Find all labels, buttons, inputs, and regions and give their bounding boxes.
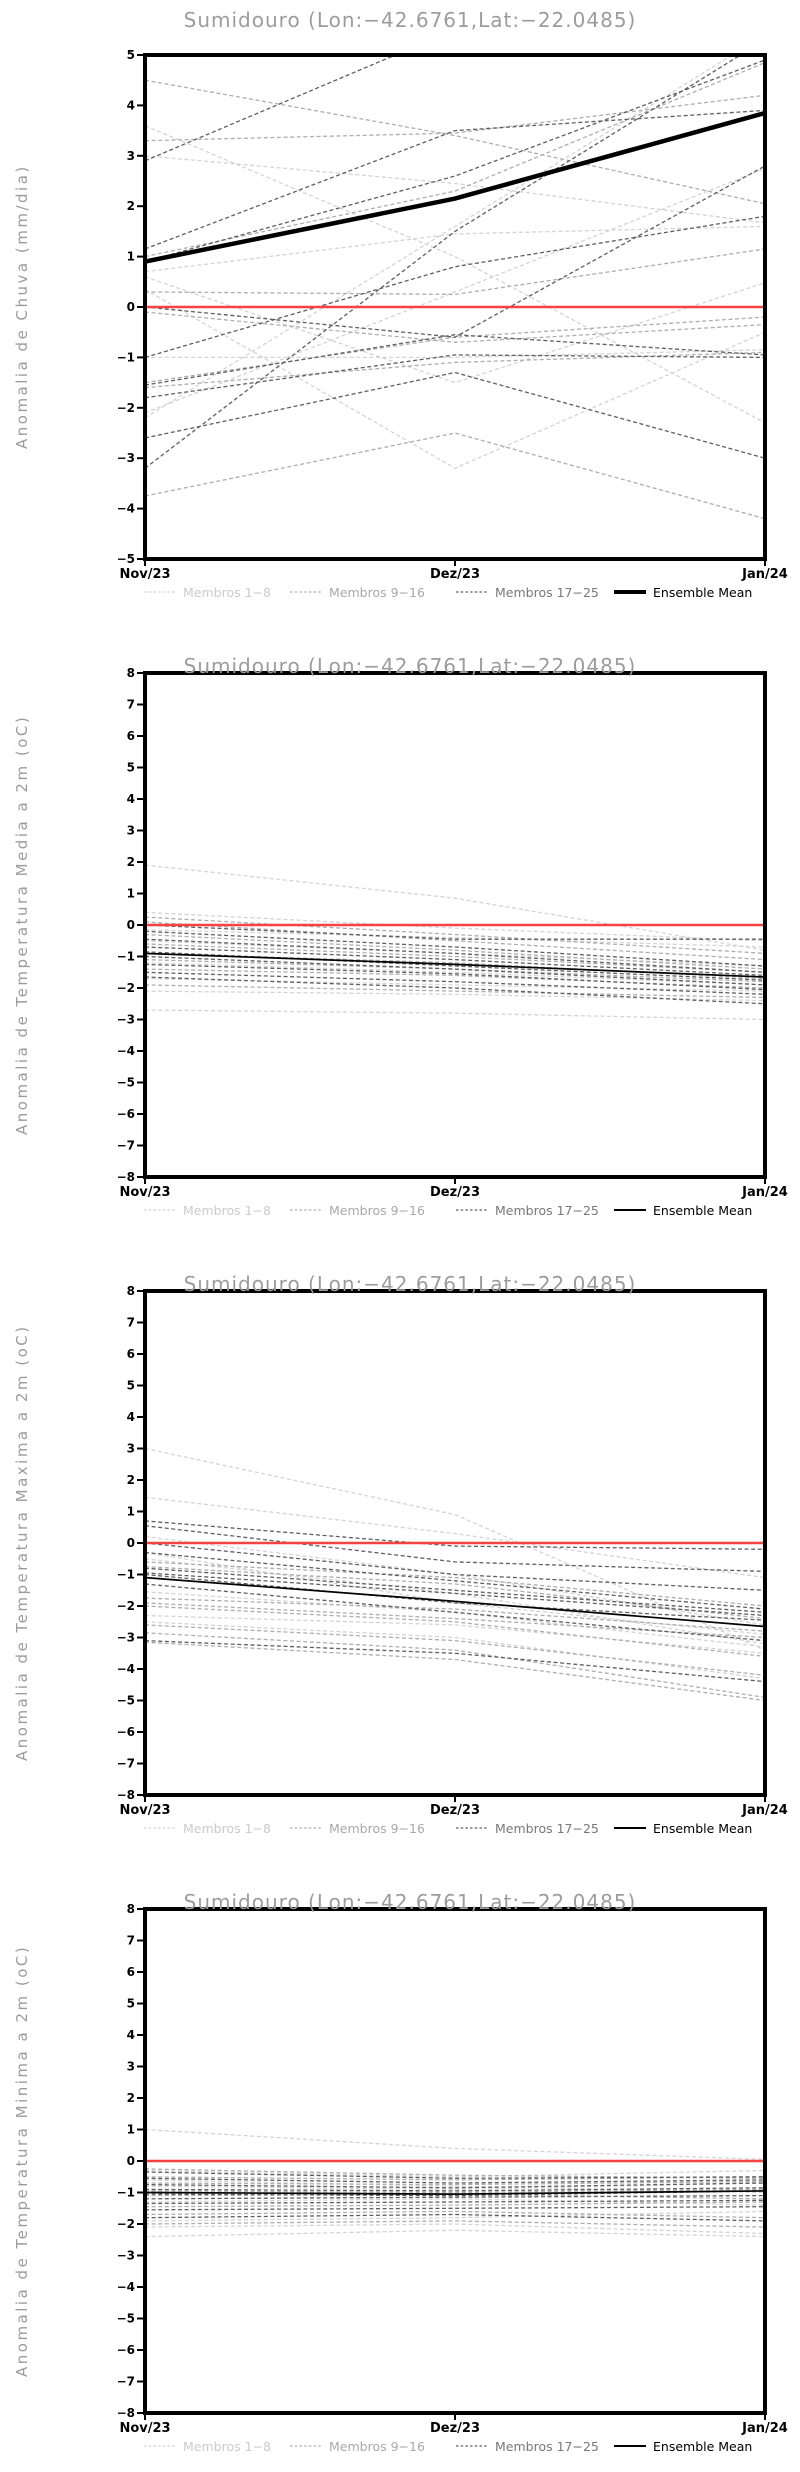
chart-panel-temp-maxima — [0, 1236, 800, 1854]
y-tick-label: −2 — [116, 400, 135, 415]
y-tick-label: −1 — [116, 949, 135, 964]
legend-label: Membros 17−25 — [495, 1202, 599, 1218]
legend-line-sample — [456, 588, 488, 596]
y-axis-label: Anomalia de Temperatura Minima a 2m (oC) — [13, 1944, 31, 2378]
member-line — [145, 2207, 765, 2210]
y-tick-label: 5 — [126, 48, 135, 62]
y-tick-label: −7 — [116, 2374, 135, 2389]
y-tick-label: −5 — [116, 2311, 135, 2326]
legend-line-sample — [144, 2442, 176, 2450]
plot-svg — [0, 1854, 800, 2472]
y-tick-label: 0 — [126, 300, 135, 314]
x-tick-label: Jan/24 — [742, 567, 788, 582]
y-axis-label: Anomalia de Temperatura Maxima a 2m (oC) — [13, 1324, 31, 1762]
x-tick-label: Jan/24 — [742, 1803, 788, 1818]
legend-item — [290, 583, 425, 601]
member-line — [145, 1521, 765, 1549]
legend-item — [144, 583, 271, 601]
member-line — [145, 972, 765, 994]
legend-line-sample — [290, 588, 322, 596]
member-line — [145, 249, 765, 294]
legend-line-sample — [290, 2442, 322, 2450]
x-tick-label: Jan/24 — [742, 2421, 788, 2436]
member-line — [145, 991, 765, 1001]
legend-item — [456, 1201, 599, 1219]
x-tick-label: Nov/23 — [119, 2421, 171, 2436]
y-tick-label: 3 — [126, 823, 135, 838]
y-tick-label: 7 — [126, 1933, 135, 1948]
y-tick-label: −3 — [116, 2248, 135, 2263]
y-tick-label: 2 — [126, 2091, 135, 2105]
legend-label: Ensemble Mean — [653, 584, 753, 600]
legend-label: Ensemble Mean — [653, 1820, 753, 1836]
y-tick-label: 2 — [126, 1473, 135, 1487]
legend-item — [456, 1819, 599, 1837]
legend-item — [290, 1201, 425, 1219]
member-line — [145, 1642, 765, 1700]
y-tick-label: 5 — [126, 1378, 135, 1393]
legend-line-sample — [144, 1824, 176, 1832]
legend-item — [456, 583, 599, 601]
y-tick-label: 0 — [126, 2154, 135, 2168]
member-line — [145, 2196, 765, 2199]
legend-item — [456, 2437, 599, 2455]
member-line — [145, 40, 765, 468]
y-tick-label: −2 — [116, 981, 135, 995]
chart-title: Sumidouro (Lon:−42.6761,Lat:−22.0485) — [183, 8, 637, 32]
legend-label: Membros 9−16 — [329, 2438, 425, 2454]
legend-item — [290, 2437, 425, 2455]
x-tick-label: Nov/23 — [119, 567, 171, 582]
x-tick-label: Dez/23 — [429, 1185, 481, 1200]
member-line — [145, 226, 765, 271]
y-tick-label: −4 — [116, 1044, 135, 1058]
y-tick-label: 1 — [126, 886, 135, 901]
member-line — [145, 168, 765, 412]
member-line — [145, 35, 765, 418]
legend — [0, 1201, 800, 1219]
member-line — [145, 1497, 765, 1577]
y-tick-label: 1 — [126, 1504, 135, 1519]
legend-label: Membros 1−8 — [183, 2438, 271, 2454]
legend-label: Ensemble Mean — [653, 2438, 753, 2454]
y-tick-label: −6 — [116, 1107, 135, 1121]
y-tick-label: 5 — [126, 760, 135, 775]
member-line — [145, 1584, 765, 1641]
y-tick-label: 0 — [126, 1536, 135, 1550]
legend-item — [614, 583, 752, 601]
legend-line-sample — [144, 1206, 176, 1214]
y-tick-label: −5 — [116, 1075, 135, 1090]
legend-line-sample — [290, 1824, 322, 1832]
x-tick-label: Jan/24 — [742, 1185, 788, 1200]
y-tick-label: 1 — [126, 249, 135, 264]
member-line — [145, 2230, 765, 2236]
member-line — [145, 865, 765, 950]
plot-svg — [0, 618, 800, 1236]
member-line — [145, 166, 765, 337]
member-line — [145, 2188, 765, 2191]
y-tick-label: −1 — [116, 350, 135, 365]
y-tick-label: −6 — [116, 1725, 135, 1739]
legend — [0, 583, 800, 601]
y-tick-label: −1 — [116, 1567, 135, 1582]
member-line — [145, 2199, 765, 2205]
y-tick-label: −7 — [116, 1138, 135, 1153]
legend-item — [614, 2437, 752, 2455]
y-tick-label: 8 — [126, 666, 135, 680]
plot-svg — [0, 1236, 800, 1854]
member-line — [145, 1573, 765, 1616]
member-line — [145, 95, 765, 140]
member-line — [145, 433, 765, 519]
y-tick-label: 6 — [126, 729, 135, 743]
legend-line-sample — [614, 2442, 646, 2450]
y-tick-label: 4 — [126, 792, 135, 806]
legend-line-sample — [614, 588, 646, 596]
member-line — [145, 964, 765, 989]
x-tick-label: Nov/23 — [119, 1803, 171, 1818]
legend-line-sample — [456, 2442, 488, 2450]
x-tick-label: Dez/23 — [429, 2421, 481, 2436]
chart-panel-temp-media — [0, 618, 800, 1236]
y-tick-label: −6 — [116, 2343, 135, 2357]
plot-svg — [0, 0, 800, 618]
y-tick-label: −4 — [116, 501, 135, 516]
member-line — [145, 156, 765, 223]
y-tick-label: 6 — [126, 1965, 135, 1979]
y-tick-label: 6 — [126, 1347, 135, 1361]
legend-item — [290, 1819, 425, 1837]
member-line — [145, 969, 765, 988]
y-tick-label: −4 — [116, 2280, 135, 2294]
legend-label: Membros 17−25 — [495, 2438, 599, 2454]
legend-label: Membros 17−25 — [495, 584, 599, 600]
y-tick-label: 1 — [126, 2122, 135, 2137]
y-tick-label: 0 — [126, 918, 135, 932]
y-tick-label: −5 — [116, 552, 135, 566]
y-tick-label: 3 — [126, 148, 135, 163]
legend-label: Membros 17−25 — [495, 1820, 599, 1836]
legend-line-sample — [614, 1206, 646, 1214]
x-tick-label: Dez/23 — [429, 1803, 481, 1818]
y-tick-label: 7 — [126, 1315, 135, 1330]
y-axis-label: Anomalia de Chuva (mm/dia) — [13, 164, 31, 450]
y-tick-label: 4 — [126, 98, 135, 113]
y-tick-label: −5 — [116, 1693, 135, 1708]
legend-label: Membros 1−8 — [183, 1202, 271, 1218]
y-tick-label: 4 — [126, 2028, 135, 2042]
legend — [0, 1819, 800, 1837]
legend-label: Membros 1−8 — [183, 1820, 271, 1836]
chart-panel-temp-minima — [0, 1854, 800, 2472]
y-tick-label: −8 — [116, 2406, 135, 2420]
y-tick-label: 8 — [126, 1284, 135, 1298]
legend-item — [614, 1201, 752, 1219]
legend-label: Membros 9−16 — [329, 1820, 425, 1836]
legend-label: Ensemble Mean — [653, 1202, 753, 1218]
y-tick-label: −3 — [116, 451, 135, 466]
legend-line-sample — [614, 1824, 646, 1832]
member-line — [145, 985, 765, 998]
member-line — [145, 2224, 765, 2234]
y-tick-label: 2 — [126, 199, 135, 214]
member-line — [145, 126, 765, 423]
y-tick-label: −3 — [116, 1012, 135, 1027]
legend-label: Membros 9−16 — [329, 1202, 425, 1218]
member-line — [145, 1606, 765, 1656]
y-axis-label: Anomalia de Temperatura Media a 2m (oC) — [13, 714, 31, 1136]
member-line — [145, 1449, 765, 1651]
y-tick-label: 3 — [126, 1441, 135, 1456]
legend-label: Membros 1−8 — [183, 584, 271, 600]
y-tick-label: −2 — [116, 2217, 135, 2231]
ensemble-mean-line — [145, 113, 765, 262]
y-tick-label: −8 — [116, 1170, 135, 1184]
y-tick-label: −1 — [116, 2185, 135, 2200]
y-tick-label: 3 — [126, 2059, 135, 2074]
member-line — [145, 63, 765, 257]
member-line — [145, 1010, 765, 1020]
legend — [0, 2437, 800, 2455]
y-tick-label: −8 — [116, 1788, 135, 1802]
chart-title: Sumidouro (Lon:−42.6761,Lat:−22.0485) — [183, 1272, 637, 1296]
x-tick-label: Dez/23 — [429, 567, 481, 582]
legend-item — [144, 2437, 271, 2455]
legend-line-sample — [456, 1824, 488, 1832]
y-tick-label: 7 — [126, 697, 135, 712]
chart-panel-chuva — [0, 0, 800, 618]
legend-item — [144, 1201, 271, 1219]
y-tick-label: −2 — [116, 1599, 135, 1613]
y-tick-label: −3 — [116, 1630, 135, 1645]
legend-line-sample — [456, 1206, 488, 1214]
y-tick-label: 2 — [126, 855, 135, 869]
member-line — [145, 2130, 765, 2160]
member-line — [145, 944, 765, 972]
y-tick-label: 5 — [126, 1996, 135, 2011]
member-line — [145, 80, 765, 204]
x-tick-label: Nov/23 — [119, 1185, 171, 1200]
chart-title: Sumidouro (Lon:−42.6761,Lat:−22.0485) — [183, 1890, 637, 1914]
chart-title: Sumidouro (Lon:−42.6761,Lat:−22.0485) — [183, 654, 637, 678]
y-tick-label: −4 — [116, 1662, 135, 1676]
legend-line-sample — [144, 588, 176, 596]
y-tick-label: −7 — [116, 1756, 135, 1771]
y-tick-label: 4 — [126, 1410, 135, 1424]
legend-line-sample — [290, 1206, 322, 1214]
legend-item — [144, 1819, 271, 1837]
legend-item — [614, 1819, 752, 1837]
y-tick-label: 8 — [126, 1902, 135, 1916]
legend-label: Membros 9−16 — [329, 584, 425, 600]
